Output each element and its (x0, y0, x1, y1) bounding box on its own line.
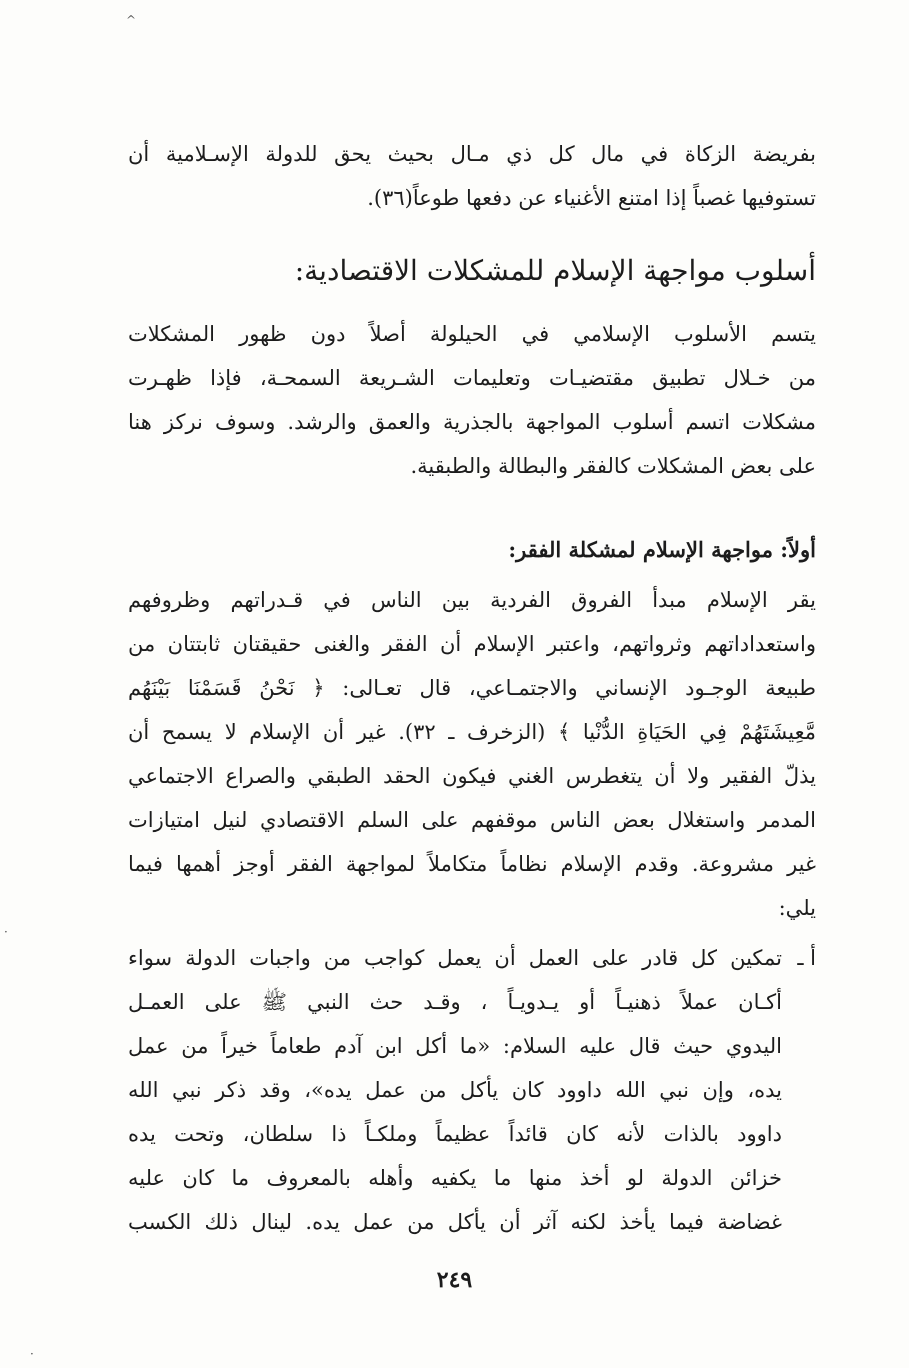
text-line: يقر الإسلام مبدأ الفروق الفردية بين الناس في قـدراتهم وظروفهم (128, 588, 816, 612)
text-line: أكـان عملاً ذهنيـاً أو يـدويـاً ، وقـد حث النبي ﷺ على العمـل (128, 990, 782, 1014)
text-line: تمكين كل قادر على العمل أن يعمل كواجب من واجبات الدولة سواء (128, 946, 782, 970)
text-line: من خـلال تطبيق مقتضيـات وتعليمات الشـريعة السمحـة، فإذا ظهـرت (128, 366, 816, 390)
text-line: غير مشروعة. وقدم الإسلام نظاماً متكاملاً لمواجهة الفقر أوجز أهمها فيما (128, 852, 816, 876)
text-line: يتسم الأسلوب الإسلامي في الحيلولة أصلاً دون ظهور المشكلات (128, 322, 816, 346)
text-line: داوود بالذات لأنه كان قائداً عظيماً وملكـاً ذا سلطان، وتحت يده (128, 1122, 782, 1146)
text-line: واستعداداتهم وثرواتهم، واعتبر الإسلام أن الفقر والغنى حقيقتان ثابتتان من (128, 632, 816, 656)
intro-paragraph (128, 132, 816, 220)
text-line: يده، وإن نبي الله داوود كان يأكل من عمل يده»، وقد ذكر نبي الله (128, 1078, 782, 1102)
text-line: اليدوي حيث قال عليه السلام: «ما أكل ابن آدم طعاماً خيراً من عمل (128, 1034, 782, 1058)
text-line: على بعض المشكلات كالفقر والبطالة والطبقية. (410, 454, 816, 478)
text-line: بفريضة الزكاة في مال كل ذي مـال بحيث يحق للدولة الإسـلامية أن (128, 142, 816, 166)
text-line: غضاضة فيما يأخذ لكنه آثر أن يأكل من عمل يده. لينال ذلك الكسب (128, 1210, 782, 1234)
section-paragraph (128, 312, 816, 488)
page-number: ٢٤٩ (436, 1267, 473, 1293)
text-line: مَّعِيشَتَهُمْ فِي الحَيَاةِ الدُّنْيا ﴾ (الزخرف ـ ٣٢). غير أن الإسلام لا يسمح أن (128, 720, 816, 744)
scan-mark-left: · (4, 925, 8, 939)
text-line: تستوفيها غصباً إذا امتنع الأغنياء عن دفعها طوعاً(٣٦). (367, 186, 816, 210)
text-line: المدمر واستغلال بعض الناس موقفهم على السلم الاقتصادي لنيل امتيازات (128, 808, 816, 832)
text-line: يذلّ الفقير ولا أن يتغطرس الغني فيكون الحقد الطبقي والصراع الاجتماعي (128, 764, 816, 788)
section-heading: أسلوب مواجهة الإسلام للمشكلات الاقتصادية: (294, 254, 816, 287)
list-item-label: أ ـ (797, 946, 816, 970)
text-line: طبيعة الوجـود الإنساني والاجتمـاعي، قال تعـالى: ﴿ نَحْنُ قَسَمْنَا بَيْنَهُم (128, 676, 816, 700)
scan-mark-top: ^ (126, 13, 137, 27)
list-item-body (128, 936, 782, 1244)
subsection-paragraph (128, 578, 816, 930)
list-item-a (128, 936, 816, 1236)
subsection-heading: أولاً: مواجهة الإسلام لمشكلة الفقر: (508, 537, 816, 562)
text-line: خزائن الدولة لو أخذ منها ما يكفيه وأهله بالمعروف ما كان عليه (128, 1166, 782, 1190)
scan-mark-bottom: · (30, 1347, 34, 1361)
text-line: يلي: (778, 896, 816, 920)
text-line: مشكلات اتسم أسلوب المواجهة بالجذرية والعمق والرشد. وسوف نركز هنا (128, 410, 816, 434)
